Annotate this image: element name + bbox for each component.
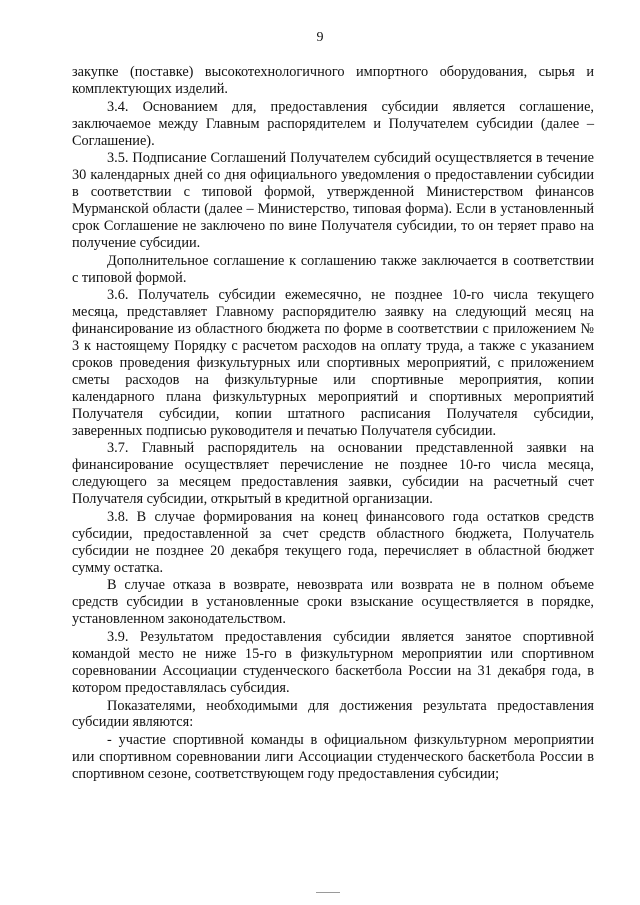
paragraph-3-4: 3.4. Основанием для, предоставления субсидии является соглашение, заключаемое между Главным распорядителем и Получателем субсидии (далее – Соглашение). [72,98,594,149]
page-number: 9 [316,30,324,45]
paragraph-3-5: 3.5. Подписание Соглашений Получателем субсидий осуществляется в течение 30 календарных дней со дня официального уведомления о предоставлении субсидии в соответствии с типовой формой, утвержденной Министерством финансов Мурманской области (далее – Министерство, типовая форма). Если в установленный срок Соглашение не заключено по вине Получателя субсидии, то он теряет право на получение субсидии. [72,150,594,251]
list-item-participation: - участие спортивной команды в официальном физкультурном мероприятии или спортивном соревновании лиги Ассоциации студенческого баскетбола России в спортивном сезоне, соответствующем году предоставления субсидии; [72,732,594,783]
paragraph-3-8: 3.8. В случае формирования на конец финансового года остатков средств субсидии, предоставленной за счет средств областного бюджета, Получатель субсидии не позднее 20 декабря текущего года, перечисляет в областной бюджет сумму остатка. [72,508,594,576]
paragraph-3-9: 3.9. Результатом предоставления субсидии является занятое спортивной командой место не ниже 15-го в физкультурном мероприятии или спортивном соревновании Ассоциации студенческого баскетбола России на 31 декабря года, в котором предоставлялась субсидия. [72,629,594,696]
paragraph-refusal: В случае отказа в возврате, невозврата или возврата не в полном объеме средств субсидии в установленные сроки взыскание осуществляется в порядке, установленном законодательством. [72,577,594,628]
footer-mark [316,892,340,893]
document-body [72,64,594,784]
paragraph-indicators: Показателями, необходимыми для достижения результата предоставления субсидии являются: [72,697,594,731]
paragraph-continuation: закупке (поставке) высокотехнологичного импортного оборудования, сырья и комплектующих изделий. [72,64,594,97]
paragraph-3-7: 3.7. Главный распорядитель на основании представленной заявки на финансирование осуществляет перечисление не позднее 10-го числа месяца, следующего за месяцем предоставления заявки, субсидии на расчетный счет Получателя субсидии, открытый в кредитной организации. [72,440,594,508]
paragraph-additional-agreement: Дополнительное соглашение к соглашению также заключается в соответствии с типовой формой. [72,252,594,286]
paragraph-3-6: 3.6. Получатель субсидии ежемесячно, не позднее 10-го числа текущего месяца, представляет Главному распорядителю заявку на следующий месяц на финансирование из областного бюджета по форме в соответствии с приложением № 3 к настоящему Порядку с расчетом расходов на оплату труда, а также с указанием сроков проведения физкультурных или спортивных мероприятий, с приложением сметы расходов на физкультурные или спортивные мероприятия, копии календарного плана физкультурных мероприятий и спортивных мероприятий Получателя субсидии, копии штатного расписания Получателя субсидии, заверенных подписью руководителя и печатью Получателя субсидии. [72,287,594,439]
